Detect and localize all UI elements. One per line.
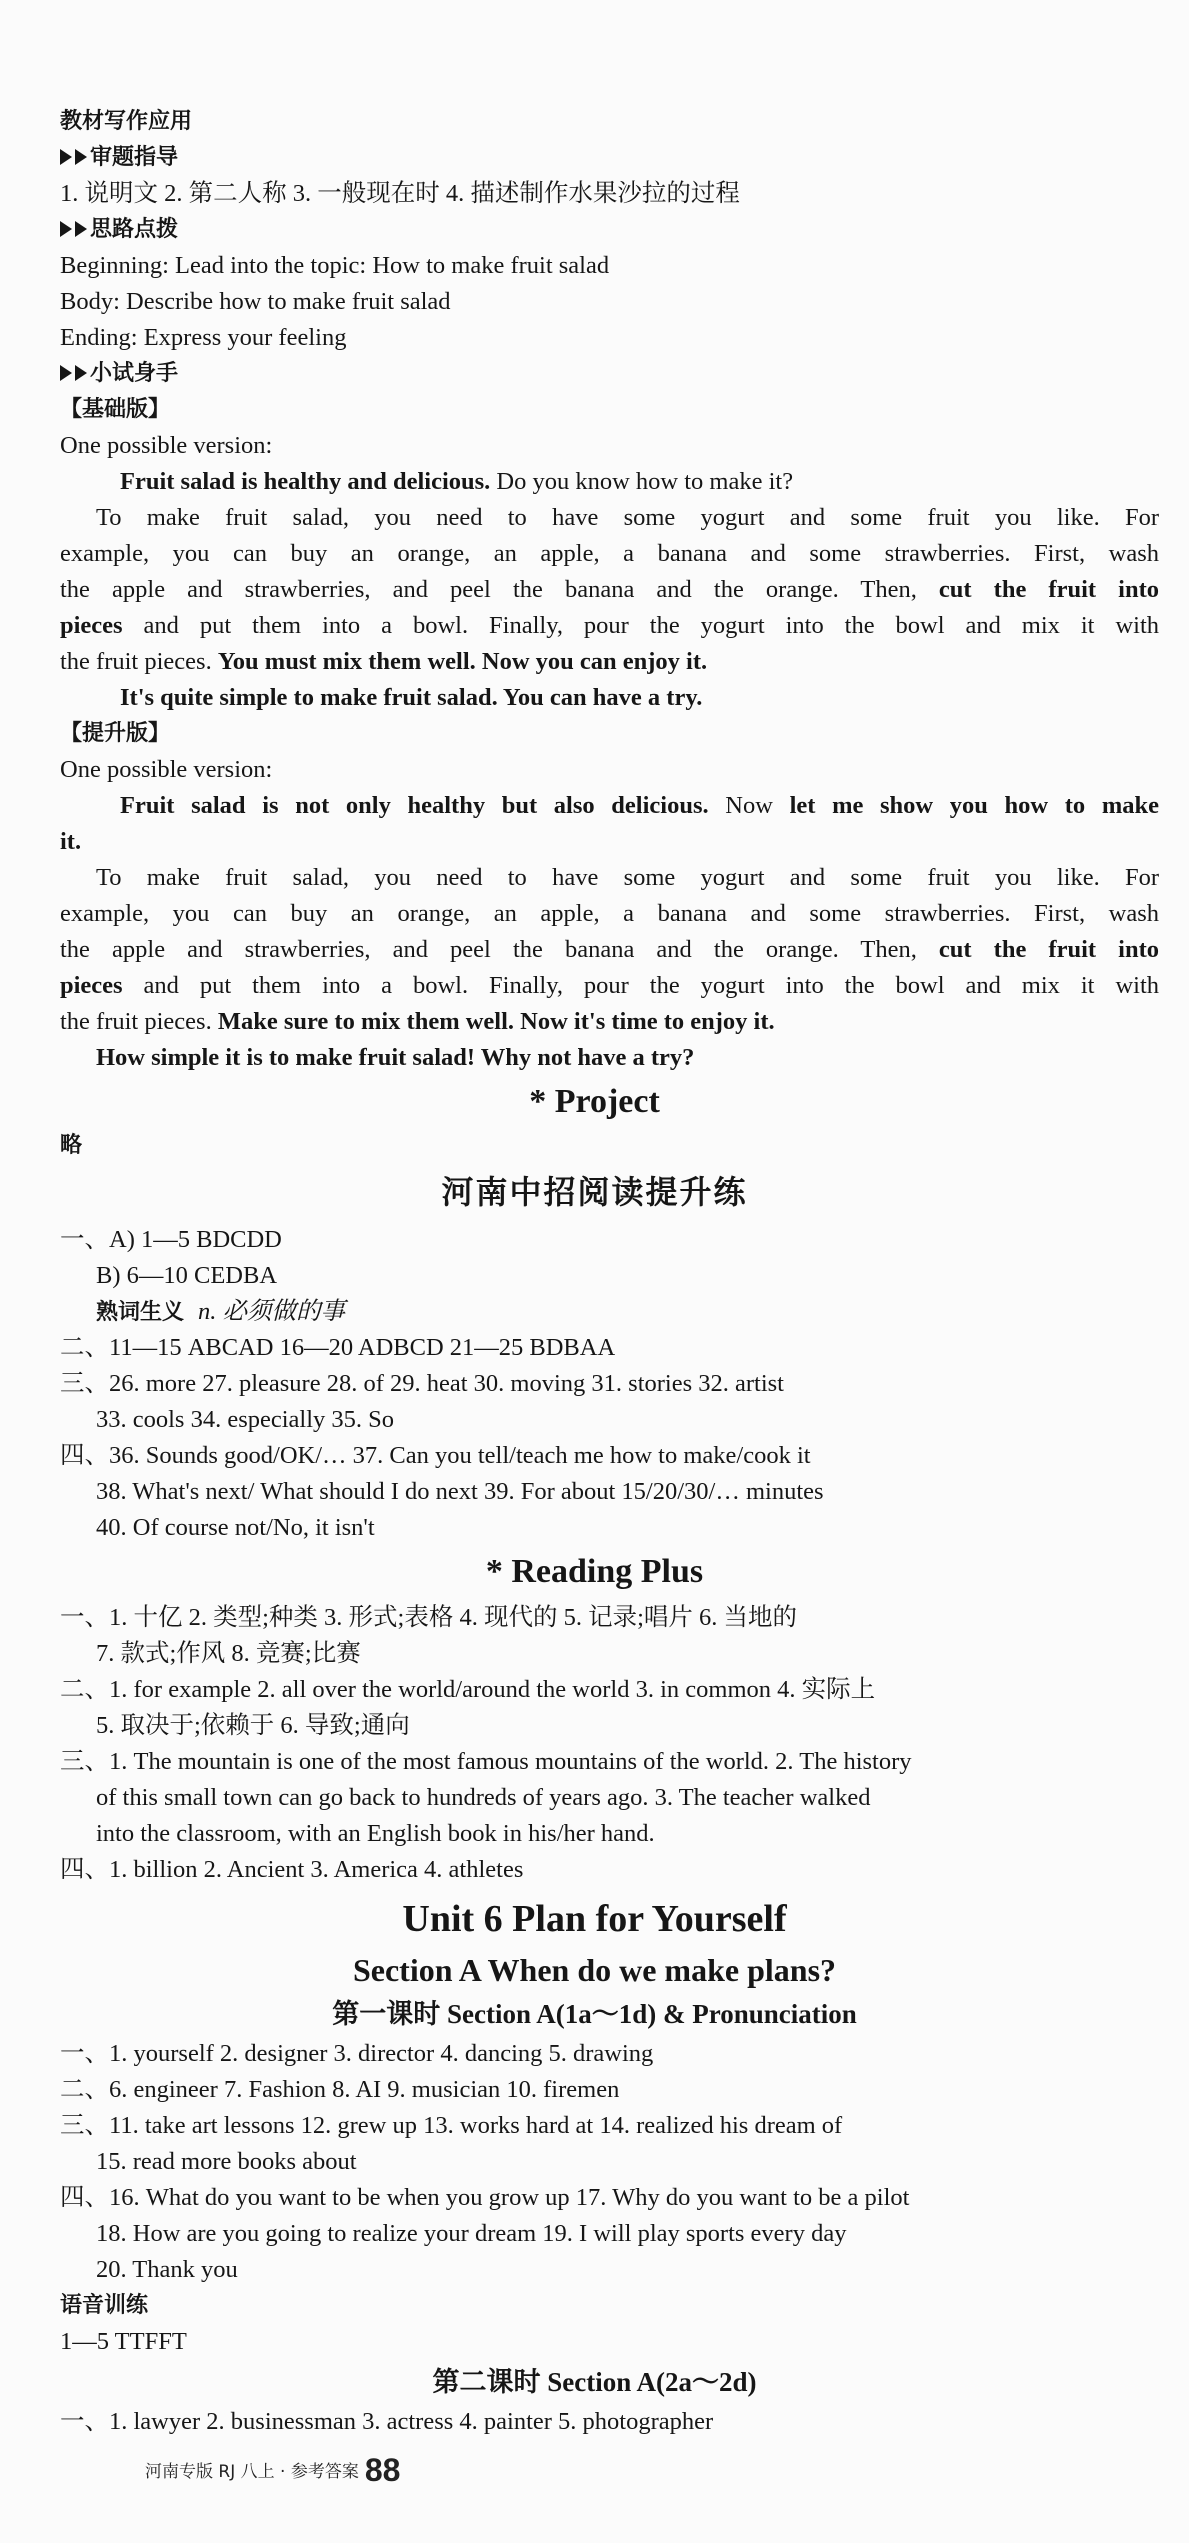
reading-plus-title: * Reading Plus (485, 1553, 704, 1590)
outline-line: Beginning: Lead into the topic: How to make fruit salad (60, 252, 610, 279)
basic-version-label: 【基础版】 (60, 397, 171, 422)
answer-line: 二、1. for example 2. all over the world/around the world 3. in common 4. 实际上 (60, 1676, 876, 1703)
essay-line: the apple and strawberries, and peel the banana and the orange. Then, cut the fruit into (60, 576, 1159, 603)
answer-line: 三、1. The mountain is one of the most famous mountains of the world. 2. The history (60, 1748, 912, 1775)
essay-line: the fruit pieces. Make sure to mix them well. Now it's time to enjoy it. (60, 1008, 775, 1035)
answer-line: B) 6—10 CEDBA (96, 1262, 278, 1289)
project-answer: 略 (60, 1133, 83, 1158)
answer-line: 18. How are you going to realize your dream 19. I will play sports every day (96, 2220, 847, 2247)
answer-line: into the classroom, with an English book in his/her hand. (96, 1820, 655, 1847)
tip-answer-line: 1. 说明文 2. 第二人称 3. 一般现在时 4. 描述制作水果沙拉的过程 (60, 180, 740, 207)
tip-heading-practice: 小试身手 (60, 356, 1159, 392)
answer-line: 三、11. take art lessons 12. grew up 13. works hard at 14. realized his dream of (60, 2112, 843, 2139)
answer-line: 一、1. yourself 2. designer 3. director 4. dancing 5. drawing (60, 2040, 654, 2067)
phonetics-title: 语音训练 (60, 2293, 149, 2318)
essay-line: How simple it is to make fruit salad! Why not have a try? (96, 1044, 695, 1071)
answer-line: 三、26. more 27. pleasure 28. of 29. heat 30. moving 31. stories 32. artist (60, 1370, 784, 1397)
essay-line: example, you can buy an orange, an apple, a banana and some strawberries. First, wash (60, 900, 1159, 927)
essay-line: the apple and strawberries, and peel the banana and the orange. Then, cut the fruit into (60, 936, 1159, 963)
answer-line: 二、11—15 ABCAD 16—20 ADBCD 21—25 BDBAA (60, 1334, 616, 1361)
answer-line: of this small town can go back to hundreds of years ago. 3. The teacher walked (96, 1784, 871, 1811)
answer-line: 一、1. lawyer 2. businessman 3. actress 4. painter 5. photographer (60, 2408, 714, 2435)
triangle-icon (75, 365, 87, 381)
unit-title: Unit 6 Plan for Yourself (402, 1898, 787, 1940)
answer-line: 四、16. What do you want to be when you grow up 17. Why do you want to be a pilot (60, 2184, 910, 2211)
answer-line: 20. Thank you (96, 2256, 238, 2283)
triangle-icon (60, 365, 72, 381)
project-title: * Project (529, 1083, 660, 1120)
answer-line: 1—5 TTFFT (60, 2328, 187, 2355)
triangle-icon (75, 221, 87, 237)
advanced-version-label: 【提升版】 (60, 721, 171, 746)
section-title-writing: 教材写作应用 (60, 109, 193, 134)
outline-line: Ending: Express your feeling (60, 324, 347, 351)
answer-line: 15. read more books about (96, 2148, 357, 2175)
essay-line: To make fruit salad, you need to have some yogurt and some fruit you like. For (96, 864, 1159, 891)
possible-version-label: One possible version: (60, 756, 273, 783)
answer-line: 四、1. billion 2. Ancient 3. America 4. athletes (60, 1856, 524, 1883)
answer-line: 33. cools 34. especially 35. So (96, 1406, 395, 1433)
answer-line: 四、36. Sounds good/OK/… 37. Can you tell/teach me how to make/cook it (60, 1442, 811, 1469)
lesson-title: 第一课时 Section A(1a～1d) & Pronunciation (332, 1999, 857, 2029)
essay-line: To make fruit salad, you need to have some yogurt and some fruit you like. For (96, 504, 1159, 531)
answer-line: 5. 取决于;依赖于 6. 导致;通向 (96, 1712, 410, 1739)
essay-line: Fruit salad is not only healthy but also delicious. Now let me show you how to make (120, 792, 1159, 819)
outline-line: Body: Describe how to make fruit salad (60, 288, 451, 315)
tip-heading-review: 审题指导 (60, 140, 1159, 176)
answer-line: 7. 款式;作风 8. 竞赛;比赛 (96, 1640, 361, 1667)
page-footer: 河南专版 RJ 八上 · 参考答案 88 (145, 2452, 401, 2488)
tip-heading-ideas: 思路点拨 (60, 212, 1159, 248)
lesson-title: 第二课时 Section A(2a～2d) (432, 2367, 757, 2397)
essay-line: pieces and put them into a bowl. Finally, pour the yogurt into the bowl and mix it with (60, 972, 1159, 999)
page-number: 88 (364, 2452, 401, 2488)
triangle-icon (75, 149, 87, 165)
answer-line: 一、1. 十亿 2. 类型;种类 3. 形式;表格 4. 现代的 5. 记录;唱片 6. 当地的 (60, 1604, 798, 1631)
essay-line: pieces and put them into a bowl. Finally, pour the yogurt into the bowl and mix it with (60, 612, 1159, 639)
possible-version-label: One possible version: (60, 432, 273, 459)
essay-line: It's quite simple to make fruit salad. You can have a try. (120, 684, 703, 711)
answer-line: 一、A) 1—5 BDCDD (60, 1226, 282, 1253)
triangle-icon (60, 149, 72, 165)
essay-line: it. (60, 828, 82, 855)
triangle-icon (60, 221, 72, 237)
answer-line: 熟词生义 n. 必须做的事 (96, 1298, 346, 1325)
answer-line: 二、6. engineer 7. Fashion 8. AI 9. musician 10. firemen (60, 2076, 620, 2103)
essay-line: example, you can buy an orange, an apple, a banana and some strawberries. First, wash (60, 540, 1159, 567)
henan-title: 河南中招阅读提升练 (441, 1173, 748, 1211)
answer-line: 38. What's next/ What should I do next 39. For about 15/20/30/… minutes (96, 1478, 824, 1505)
essay-line: Fruit salad is healthy and delicious. Do you know how to make it? (120, 468, 794, 495)
answer-line: 40. Of course not/No, it isn't (96, 1514, 375, 1541)
essay-line: the fruit pieces. You must mix them well. Now you can enjoy it. (60, 648, 708, 675)
section-title: Section A When do we make plans? (352, 1952, 837, 1988)
